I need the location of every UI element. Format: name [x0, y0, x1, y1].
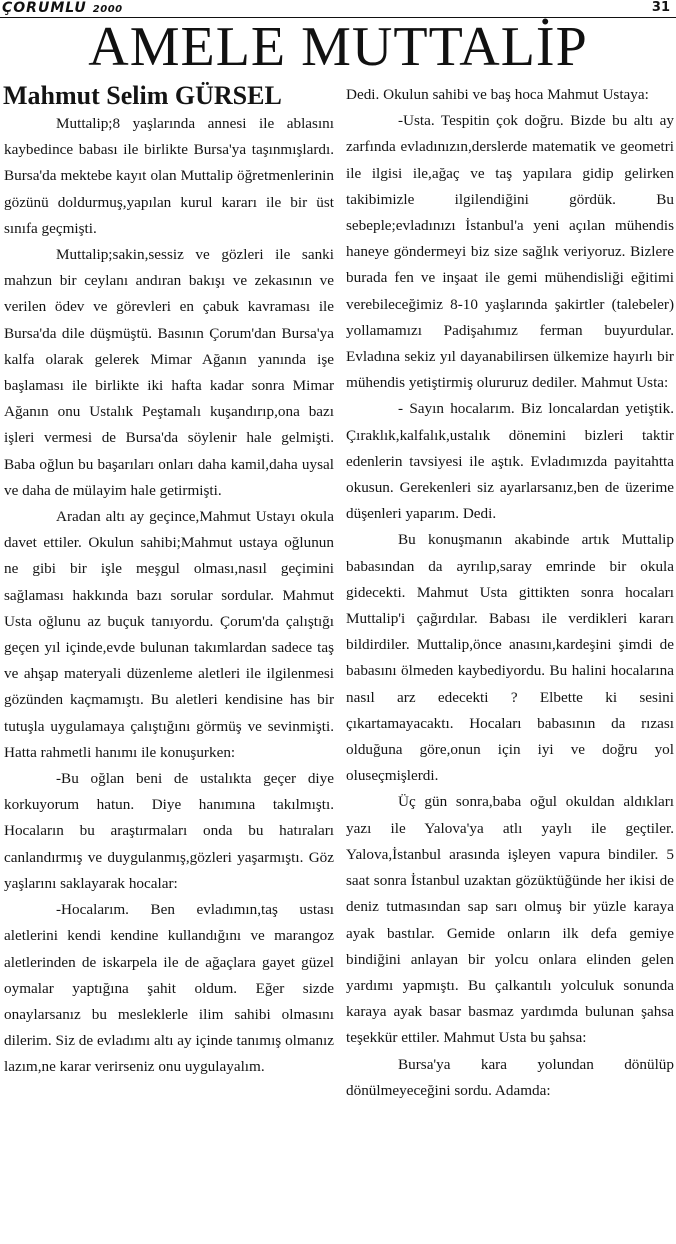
masthead-year: 2000 — [92, 4, 123, 15]
paragraph: Muttalip;sakin,sessiz ve gözleri ile sanki mahzun bir ceylanı andıran bakışı ve zekasının ve verilen ödev ve görevleri en çabuk kavraması ile Bursa'da dile düşmüştü. Basının Çorum'dan Bursa'ya kalfa olarak gelerek Mimar Ağanın yanında işe başlaması ile birlikte iki hafta kadar sonra Mimar Ağanın onu Ustalık Peştamalı kuşandırıp,ona bazı işleri vermesi de Bursa'da söylenir hale gelmişti. Baba oğlun bu başarıları onları daha kamil,daha uysal ve daha de mülayim hale getirmişti. — [4, 246, 334, 499]
right-column — [346, 82, 674, 1104]
paragraph: Üç gün sonra,baba oğul okuldan aldıkları yazı ile Yalova'ya atlı yaylı ile geçtiler. Yalova,İstanbul arasında işleyen vapura bindiler. 5 saat sonra İstanbul uzaktan gözüktüğünde her ikisi de deniz tutmasından sap sarı olmuş bir yüzle karaya ayak bastılar. Gemide onların ilk defa gemiye bindiğini anlayan bir yolcu onlara elinden gelen yardımı yapmıştı. Bu çalkantılı yolculuk sonunda karaya ayak basar basmaz yardımda bulunan şahsa teşekkür ettiler. Mahmut Usta bu şahsa: — [346, 793, 674, 1047]
paragraph: Dedi. Okulun sahibi ve baş hoca Mahmut Ustaya: — [346, 86, 649, 103]
paragraph: -Bu oğlan beni de ustalıkta geçer diye korkuyorum hatun. Diye hanımına takılmıştı. Hocaların bu araştırmaları onda bu hatıraları canlandırmış ve duygulanmış,gözleri yaşarmıştı. Göz yaşlarını saklayarak hocalar: — [4, 770, 334, 892]
masthead — [2, 0, 123, 16]
left-column — [4, 111, 334, 1081]
paragraph: -Usta. Tespitin çok doğru. Bizde bu altı ay zarfında evladınızın,derslerde matematik ve geometri ile ilgisi ile,ağaç ve taş yapılara gidip gelirken takibimizle ilgilendiğini gördük. Bu sebeple;evladınızı İstanbul'a yeni açılan mühendis haneye göndermeyi biz size sağlık veriyoruz. Bizlere burada fen ve inşaat ile gemi mühendisliği eğitimi verebileceğimiz 8-10 yaşlarında şakirtler (talebeler) yollamamızı Padişahımız ferman buyurdular. Evladına sekiz yıl dayanabilirsen ülkemize hayırlı bir mühendis yetiştirmiş olururuz dediler. Mahmut Usta: — [346, 112, 674, 392]
paragraph: Bu konuşmanın akabinde artık Muttalip babasından da ayrılıp,saray emrinde bir okula gidecekti. Mahmut Usta gittikten sonra hocaları Muttalip'i çağırdılar. Babası ile verdikleri kararı bildirdiler. Muttalip,önce anasını,kardeşini şimdi de babasını ölmeden kaybediyordu. Bu halini hocalarına nasıl arz edecekti ? Elbette ki sesini çıkartamayacaktı. Hocaları babasının da rızası olduğuna göre,onun için iyi ve doğru yol oluseçmişlerdi. — [346, 531, 674, 785]
page-number: 31 — [651, 0, 670, 15]
article-title: AMELE MUTTALİP — [88, 16, 588, 78]
paragraph: Bursa'ya kara yolundan dönülüp dönülmeyeceğini sordu. Adamda: — [346, 1055, 674, 1099]
paragraph: - Sayın hocalarım. Biz loncalardan yetiştik. Çıraklık,kalfalık,ustalık dönemini bizleri taktir edenlerin tavsiyesi ile aştık. Evladımızda payitahtta okusun. Gerekenleri siz ayarlarsanız,ben de üzerime düşenleri yaparım. Dedi. — [346, 400, 674, 523]
paragraph: -Hocalarım. Ben evladımın,taş ustası aletlerini kendi kendine kullandığını ve marangoz aletlerinden de iskarpela ile de ağaçlara gayet güzel oymalar yaptığına şahit oldum. Eğer sizde onaylarsanız bu mesleklerle ilim sahibi olmasını dilerim. Siz de evladımı altı ay içinde tanımış olmanız lazım,ne karar verirseniz onu uygulayalım. — [4, 901, 334, 1076]
author-name: Mahmut Selim GÜRSEL — [3, 81, 282, 110]
paragraph: Muttalip;8 yaşlarında annesi ile ablasını kaybedince babası ile birlikte Bursa'ya taşınmışlardı. Bursa'da mektebe kayıt olan Muttalip öğretmenlerinin gözünü doldurmuş,yapılan kurul kararı ile bir üst sınıfa geçmişti. — [4, 115, 334, 237]
masthead-title: ÇORUMLU — [2, 0, 87, 16]
paragraph: Aradan altı ay geçince,Mahmut Ustayı okula davet ettiler. Okulun sahibi;Mahmut ustaya oğlunun ne gibi bir işle meşgul olması,nasıl geçimini sağlaması hakkında bazı sorular sordular. Mahmut Usta oğlunu az buçuk tanıyordu. Çorum'da çalıştığı geçen yıl içinde,evde bulunan takımlardan sadece taş ve ahşap materyali düzenleme aletleri ile ilgilenmesi gözünden kaçmamıştı. Bu aletleri kendisine has bir tutuşla uygulamaya çalıştığını görmüş ve sevinmişti. Hatta rahmetli hanımı ile konuşurken: — [4, 508, 334, 761]
